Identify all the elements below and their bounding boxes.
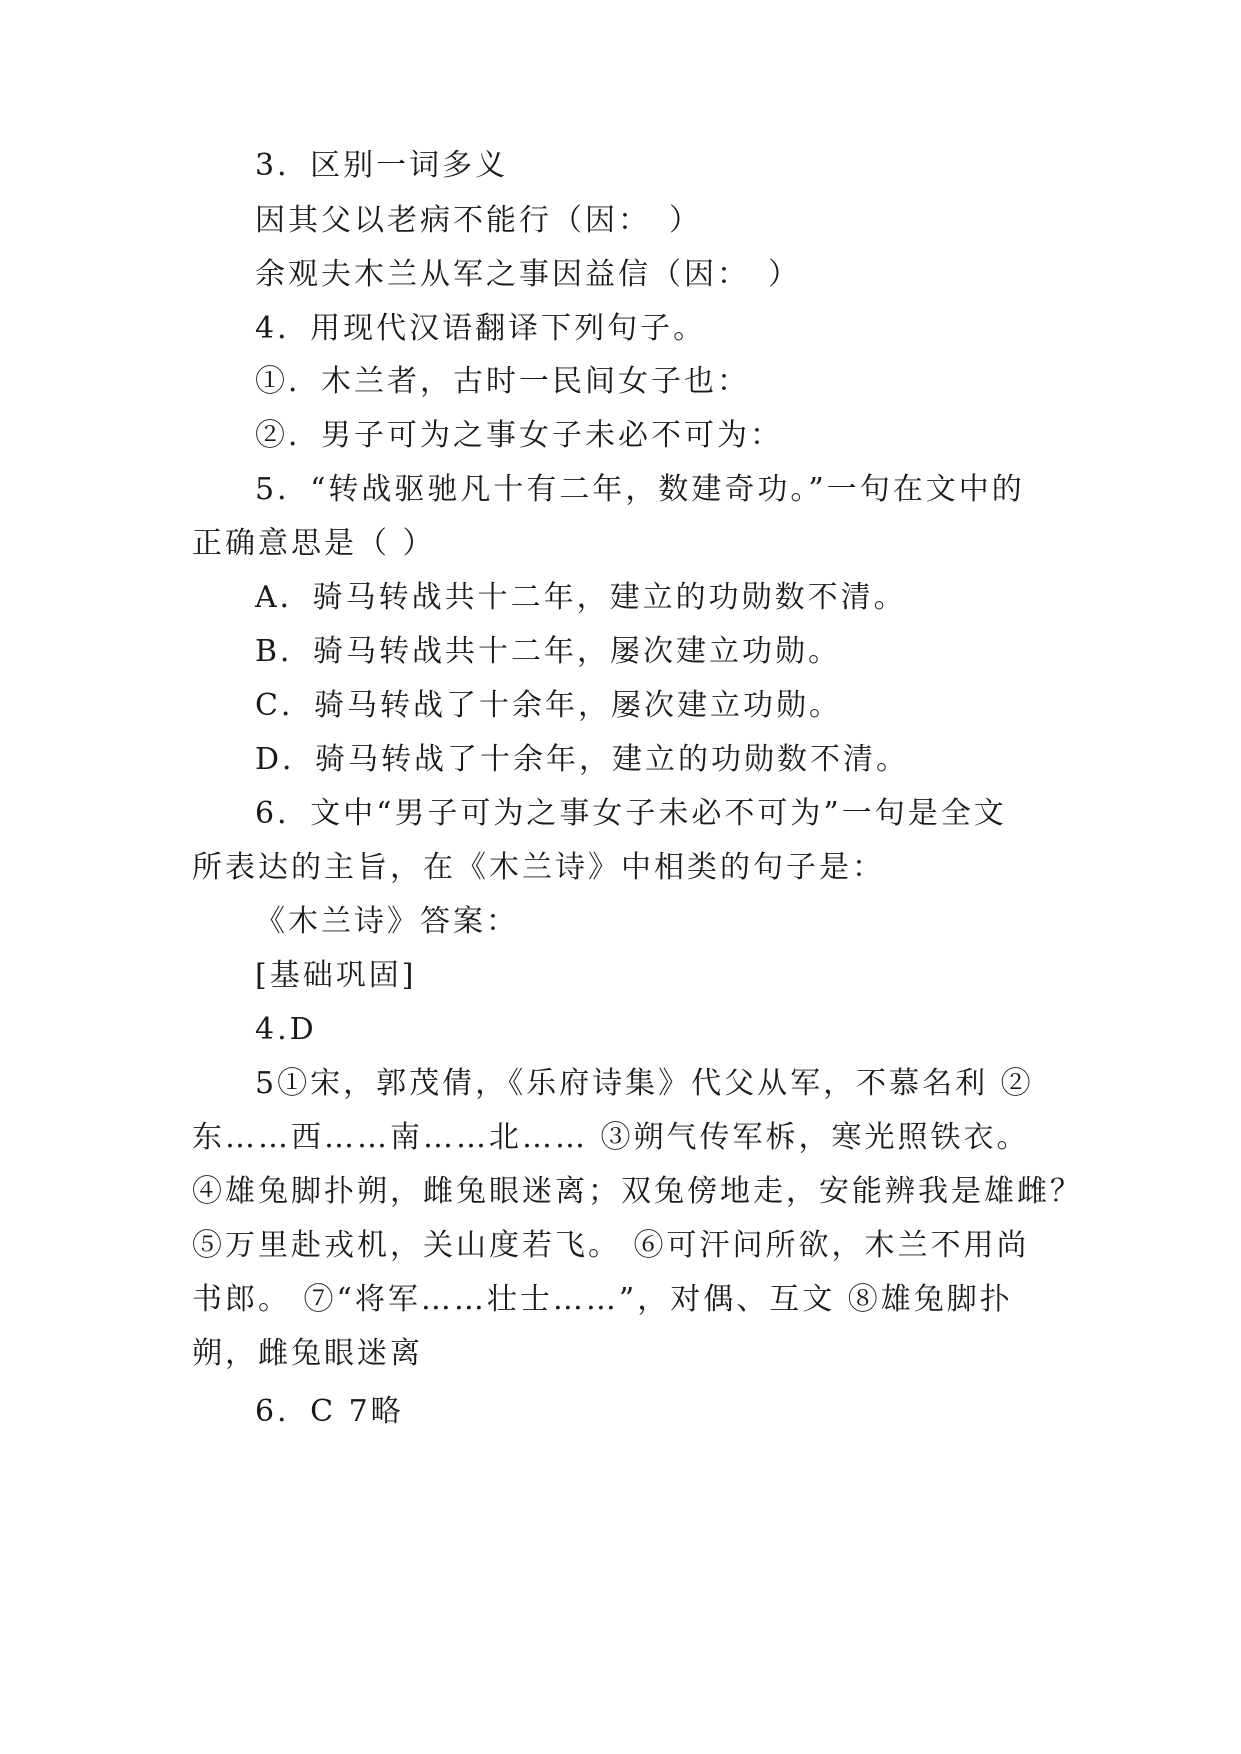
q5-line-2: 正确意思是（ ） (192, 526, 436, 561)
answer-5-line-2: 东……西……南……北…… ③朔气传军柝，寒光照铁衣。 (192, 1120, 1030, 1155)
q4-item-1: ①．木兰者，古时一民间女子也： (255, 364, 750, 399)
q5-option-a: A．骑马转战共十二年，建立的功勋数不清。 (255, 580, 907, 615)
answer-5-line-3: ④雄兔脚扑朔，雌兔眼迷离；双兔傍地走，安能辨我是雄雌？ (192, 1174, 1083, 1209)
q5-line-1: 5．“转战驱驰凡十有二年，数建奇功。”一句在文中的 (255, 472, 1025, 507)
answer-5-line-1: 5①宋，郭茂倩，《乐府诗集》代父从军，不慕名利 ② (255, 1066, 1034, 1101)
answer-5-line-4: ⑤万里赴戎机，关山度若飞。 ⑥可汗问所欲，木兰不用尚 (192, 1228, 1030, 1263)
q5-option-c: C．骑马转战了十余年，屡次建立功勋。 (255, 688, 842, 723)
answer-6: 6．C 7略 (255, 1394, 404, 1429)
answer-4: 4.D (255, 1012, 317, 1047)
q3-line-1: 因其父以老病不能行（因： ） (255, 203, 702, 238)
q3-line-2: 余观夫木兰从军之事因益信（因： ） (255, 257, 801, 292)
q4-heading: 4．用现代汉语翻译下列句子。 (255, 311, 707, 346)
q6-line-1: 6．文中“男子可为之事女子未必不可为”一句是全文 (255, 796, 1007, 831)
q5-option-b: B．骑马转战共十二年，屡次建立功勋。 (255, 634, 842, 669)
q4-item-2: ②．男子可为之事女子未必不可为： (255, 418, 783, 453)
answers-section: [基础巩固] (255, 958, 417, 993)
q5-option-d: D．骑马转战了十余年，建立的功勋数不清。 (255, 742, 910, 777)
q6-line-2: 所表达的主旨，在《木兰诗》中相类的句子是： (192, 850, 885, 885)
answer-5-line-6: 朔，雌兔眼迷离 (192, 1336, 423, 1371)
answer-5-line-5: 书郎。 ⑦“将军……壮士……”，对偶、互文 ⑧雄兔脚扑 (192, 1282, 1013, 1317)
q3-heading: 3．区别一词多义 (255, 148, 509, 183)
answers-title: 《木兰诗》答案： (255, 904, 519, 939)
